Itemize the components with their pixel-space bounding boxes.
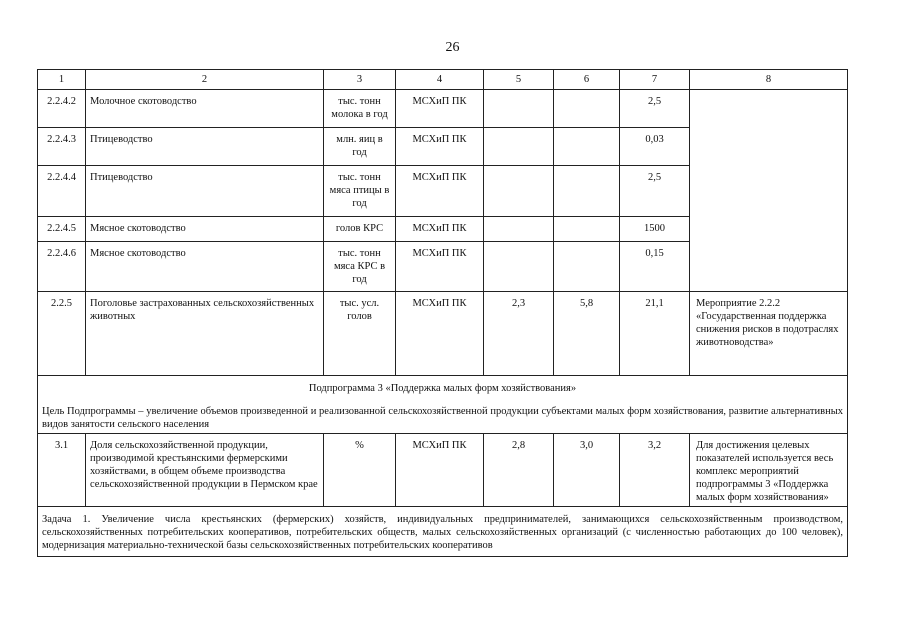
- value-cell: [554, 90, 620, 128]
- value-cell: [484, 90, 554, 128]
- unit-cell: голов КРС: [324, 217, 396, 242]
- activity-cell-empty: [690, 90, 848, 292]
- row-number: 2.2.4.4: [38, 166, 86, 217]
- value-cell: 5,8: [554, 292, 620, 376]
- subprogram-goal: Цель Подпрограммы – увеличение объемов произведенной и реализованной сельскохозяйственной продукции субъектами малых форм хозяйствования, развитие альтернативных видов занятости сельского населения: [38, 397, 848, 434]
- header-cell: 1: [38, 70, 86, 90]
- row-number: 2.2.4.5: [38, 217, 86, 242]
- unit-cell: тыс. тонн мяса КРС в год: [324, 242, 396, 292]
- unit-cell: тыс. тонн мяса птицы в год: [324, 166, 396, 217]
- row-number: 2.2.4.3: [38, 128, 86, 166]
- value-cell: [554, 242, 620, 292]
- header-cell: 5: [484, 70, 554, 90]
- indicator-name: Поголовье застрахованных сельскохозяйственных животных: [86, 292, 324, 376]
- activity-cell: Для достижения целевых показателей используется весь комплекс мероприятий подпрограммы 3 «Поддержка малых форм хозяйствования»: [690, 434, 848, 507]
- task-row: [38, 507, 848, 557]
- value-cell: 21,1: [620, 292, 690, 376]
- executor-cell: МСХиП ПК: [396, 166, 484, 217]
- executor-cell: МСХиП ПК: [396, 90, 484, 128]
- value-cell: 0,15: [620, 242, 690, 292]
- value-cell: 2,5: [620, 166, 690, 217]
- header-cell: 3: [324, 70, 396, 90]
- subprogram-goal-row: [38, 397, 848, 434]
- table-row: [38, 90, 848, 128]
- value-cell: [484, 166, 554, 217]
- indicator-name: Доля сельскохозяйственной продукции, производимой крестьянскими фермерскими хозяйствами, в общем объеме производства сельскохозяйственной продукции в Пермском крае: [86, 434, 324, 507]
- executor-cell: МСХиП ПК: [396, 242, 484, 292]
- executor-cell: МСХиП ПК: [396, 128, 484, 166]
- executor-cell: МСХиП ПК: [396, 292, 484, 376]
- value-cell: 2,3: [484, 292, 554, 376]
- activity-cell: Мероприятие 2.2.2 «Государственная поддержка снижения рисков в подотраслях животноводства»: [690, 292, 848, 376]
- row-number: 2.2.5: [38, 292, 86, 376]
- row-number: 2.2.4.2: [38, 90, 86, 128]
- value-cell: [484, 128, 554, 166]
- unit-cell: тыс. тонн молока в год: [324, 90, 396, 128]
- subprogram-title-row: [38, 376, 848, 398]
- header-cell: 7: [620, 70, 690, 90]
- unit-cell: млн. яиц в год: [324, 128, 396, 166]
- indicators-table: [37, 69, 848, 557]
- indicator-name: Мясное скотоводство: [86, 242, 324, 292]
- table-row: [38, 292, 848, 376]
- header-cell: 2: [86, 70, 324, 90]
- value-cell: 2,8: [484, 434, 554, 507]
- value-cell: [554, 166, 620, 217]
- row-number: 2.2.4.6: [38, 242, 86, 292]
- indicator-name: Молочное скотоводство: [86, 90, 324, 128]
- unit-cell: тыс. усл. голов: [324, 292, 396, 376]
- value-cell: 2,5: [620, 90, 690, 128]
- page-number: 26: [445, 40, 460, 55]
- subprogram-title: Подпрограмма 3 «Поддержка малых форм хозяйствования»: [38, 376, 848, 398]
- value-cell: [554, 128, 620, 166]
- header-cell: 6: [554, 70, 620, 90]
- header-cell: 8: [690, 70, 848, 90]
- indicator-name: Птицеводство: [86, 128, 324, 166]
- value-cell: 3,2: [620, 434, 690, 507]
- row-number: 3.1: [38, 434, 86, 507]
- executor-cell: МСХиП ПК: [396, 217, 484, 242]
- value-cell: 0,03: [620, 128, 690, 166]
- indicator-name: Птицеводство: [86, 166, 324, 217]
- header-row: [38, 70, 848, 90]
- value-cell: [484, 217, 554, 242]
- unit-cell: %: [324, 434, 396, 507]
- header-cell: 4: [396, 70, 484, 90]
- value-cell: [554, 217, 620, 242]
- executor-cell: МСХиП ПК: [396, 434, 484, 507]
- value-cell: [484, 242, 554, 292]
- table-row: [38, 434, 848, 507]
- indicator-name: Мясное скотоводство: [86, 217, 324, 242]
- value-cell: 1500: [620, 217, 690, 242]
- value-cell: 3,0: [554, 434, 620, 507]
- task-text: Задача 1. Увеличение числа крестьянских (фермерских) хозяйств, индивидуальных предпринимателей, занимающихся сельскохозяйственным производством, сельскохозяйственных потребительских кооперативов, потребительских обществ, малых сельскохозяйственных организаций (с численностью работающих до 100 человек), модернизация материально-технической базы сельскохозяйственных потребительских кооперативов: [38, 507, 848, 557]
